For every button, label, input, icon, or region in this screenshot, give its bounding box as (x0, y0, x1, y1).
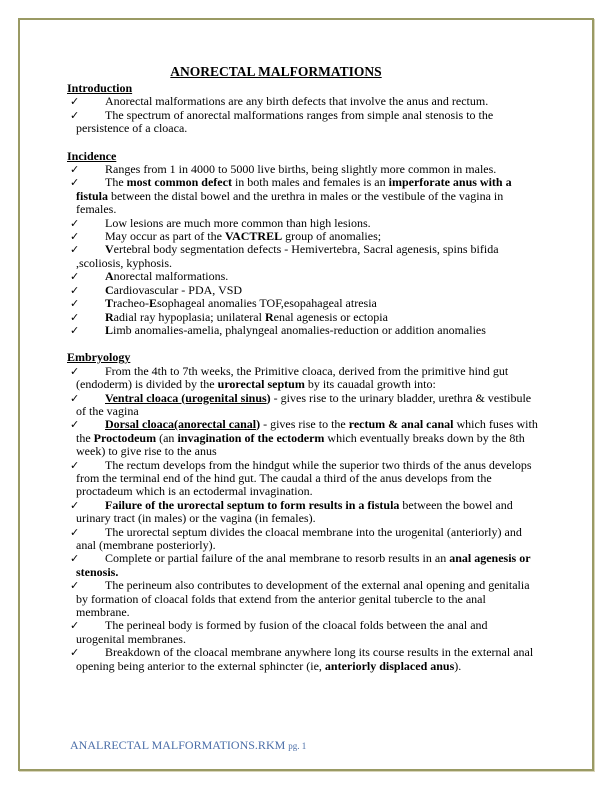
checkmark-icon: ✓ (70, 646, 80, 660)
footer-doc-label: ANALRECTAL MALFORMATIONS.RKM (70, 738, 286, 752)
section-heading: Incidence (67, 148, 117, 163)
checkmark-icon: ✓ (70, 176, 80, 190)
checkmark-icon: ✓ (70, 310, 80, 324)
bullet-item (67, 284, 539, 297)
bullet-item (67, 95, 539, 108)
checkmark-icon: ✓ (70, 619, 80, 633)
checkmark-icon: ✓ (70, 391, 80, 405)
bullet-text: Vertebral body segmentation defects - Hemivertebra, Sacral agenesis, spins bifida ,scoliosis, kyphosis. (76, 242, 499, 270)
bullet-item (67, 176, 539, 216)
bullet-item (67, 526, 539, 553)
checkmark-icon: ✓ (70, 243, 80, 257)
bullet-item (67, 418, 539, 458)
bullet-item (67, 243, 539, 270)
bullet-text: The urorectal septum divides the cloacal membrane into the urogenital (anteriorly) and anal (membrane posteriorly). (76, 524, 522, 552)
checkmark-icon: ✓ (70, 552, 80, 566)
checkmark-icon: ✓ (70, 579, 80, 593)
bullet-text: Dorsal cloaca(anorectal canal) - gives rise to the rectum & anal canal which fuses with the Proctodeum (an invagination of the ectoderm which eventually breaks down by the 8th week) to give rise to the anus (76, 417, 538, 459)
checkmark-icon: ✓ (70, 418, 80, 432)
bullet-item (67, 324, 539, 337)
bullet-item (67, 459, 539, 499)
bullet-text: Breakdown of the cloacal membrane anywhere long its course results in the external anal opening being anterior to the external sphincter (ie, anteriorly displaced anus). (76, 645, 534, 673)
bullet-text: From the 4th to 7th weeks, the Primitive cloaca, derived from the primitive hind gut (endoderm) is divided by the urorectal septum by its cauadal growth into: (76, 363, 509, 392)
checkmark-icon: ✓ (70, 525, 80, 539)
bullet-item (67, 579, 539, 619)
bullet-text: Anorectal malformations. (105, 269, 229, 284)
bullet-item (67, 552, 539, 579)
checkmark-icon: ✓ (70, 270, 80, 284)
bullet-text: The spectrum of anorectal malformations ranges from simple anal stenosis to the persistence of a cloaca. (76, 107, 494, 136)
bullet-item (67, 230, 539, 243)
bullet-text: The rectum develops from the hindgut while the superior two thirds of the anus develops from the terminal end of the hind gut. The caudal a third of the anus develops from the proctadeum which is an ectodermal invagination. (76, 457, 532, 499)
checkmark-icon: ✓ (70, 364, 80, 378)
bullet-text: The perineum also contributes to development of the external anal opening and genitalia by formation of cloacal folds that extend from the anterior genital tubercle to the anal membrane. (76, 578, 530, 620)
checkmark-icon: ✓ (70, 163, 80, 177)
bullet-item (67, 297, 539, 310)
checkmark-icon: ✓ (70, 95, 80, 109)
checkmark-icon: ✓ (70, 283, 80, 297)
bullet-text: Cardiovascular - PDA, VSD (105, 282, 243, 297)
bullet-item (67, 217, 539, 230)
bullet-text: Ranges from 1 in 4000 to 5000 live births, being slightly more common in males. (105, 162, 497, 177)
checkmark-icon: ✓ (70, 458, 80, 472)
document-title: ANORECTAL MALFORMATIONS (170, 64, 382, 79)
bullet-item (67, 109, 539, 136)
checkmark-icon: ✓ (70, 230, 80, 244)
bullet-item (67, 365, 539, 392)
checkmark-icon: ✓ (70, 108, 80, 122)
bullet-text: Radial ray hypoplasia; unilateral Renal agenesis or ectopia (105, 309, 388, 324)
section-heading: Embryology (67, 350, 131, 365)
bullet-item (67, 311, 539, 324)
bullet-text: Anorectal malformations are any birth defects that involve the anus and rectum. (105, 94, 489, 109)
checkmark-icon: ✓ (70, 297, 80, 311)
bullet-item (67, 499, 539, 526)
bullet-item (67, 619, 539, 646)
bullet-item (67, 270, 539, 283)
footer-page-number: pg. 1 (288, 741, 307, 751)
bullet-item (67, 392, 539, 419)
bullet-text: The perineal body is formed by fusion of the cloacal folds between the anal and urogenital membranes. (76, 618, 488, 646)
bullet-item (67, 646, 539, 673)
bullet-text: Low lesions are much more common than high lesions. (105, 215, 371, 230)
bullet-item (67, 163, 539, 176)
document-sections (67, 82, 539, 673)
bullet-text: Tracheo-Esophageal anomalies TOF,esopahageal atresia (105, 296, 377, 311)
checkmark-icon: ✓ (70, 323, 80, 337)
bullet-text: The most common defect in both males and females is an imperforate anus with a fistula between the distal bowel and the urethra in males or the vestibule of the vagina in females. (76, 175, 512, 217)
section-heading: Introduction (67, 81, 133, 95)
document-content (67, 64, 539, 673)
bullet-text: Ventral cloaca (urogenital sinus) - gives rise to the urinary bladder, urethra & vestibule of the vagina (76, 390, 532, 418)
checkmark-icon: ✓ (70, 216, 80, 230)
page-footer (70, 738, 306, 753)
bullet-text: May occur as part of the VACTREL group of anomalies; (105, 229, 382, 244)
checkmark-icon: ✓ (70, 498, 80, 512)
bullet-text: Limb anomalies-amelia, phalyngeal anomalies-reduction or addition anomalies (105, 322, 486, 337)
bullet-text: Complete or partial failure of the anal membrane to resorb results in an anal agenesis or stenosis. (76, 551, 531, 579)
bullet-text: Failure of the urorectal septum to form results in a fistula between the bowel and urinary tract (in males) or the vagina (in females). (76, 497, 513, 526)
